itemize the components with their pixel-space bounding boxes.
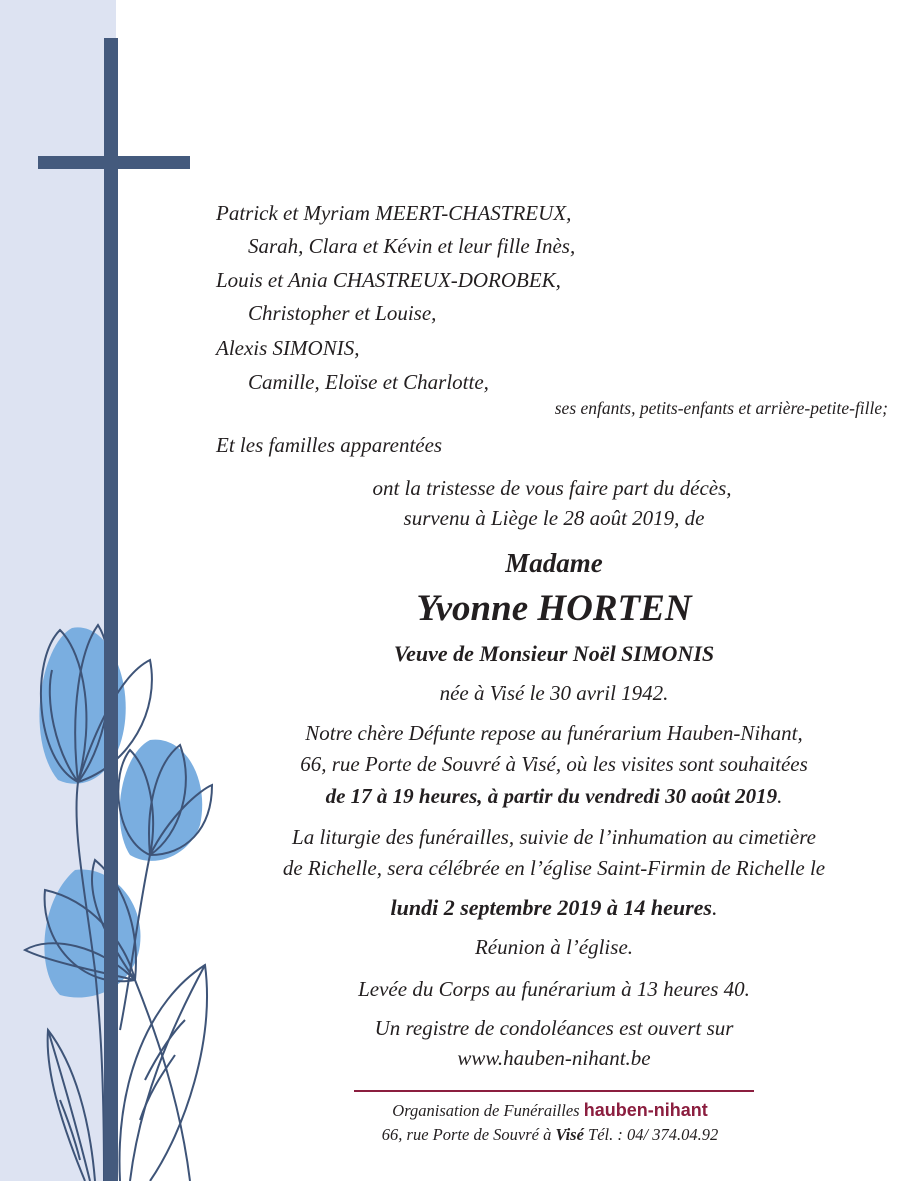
footer-address-text: 66, rue Porte de Souvré à — [381, 1125, 552, 1144]
family-line: Alexis SIMONIS, — [216, 336, 360, 360]
meeting-line: Réunion à l’église. — [474, 935, 634, 959]
deceased-born: née à Visé le 30 avril 1942. — [439, 681, 669, 705]
family-line: Christopher et Louise, — [248, 301, 437, 325]
family-relation: ses enfants, petits-enfants et arrière-petite-fille; — [554, 398, 888, 418]
family-line: Et les familles apparentées — [216, 433, 443, 457]
deceased-title: Madame — [505, 548, 603, 578]
announcement-line: ont la tristesse de vous faire part du décès, — [372, 476, 732, 500]
family-line: Camille, Eloïse et Charlotte, — [248, 370, 489, 394]
registry-url: www.hauben-nihant.be — [457, 1046, 651, 1070]
rest-line: Notre chère Défunte repose au funérarium Hauben-Nihant, — [305, 721, 803, 745]
announcement-line: survenu à Liège le 28 août 2019, de — [403, 506, 705, 530]
family-line: Patrick et Myriam MEERT-CHASTREUX, — [216, 201, 572, 225]
service-date-text: lundi 2 septembre 2019 à 14 heures — [390, 895, 712, 920]
family-line: Louis et Ania CHASTREUX-DOROBEK, — [216, 268, 561, 292]
footer-org-prefix: Organisation de Funérailles — [392, 1101, 580, 1120]
deceased-name: Yvonne HORTEN — [416, 588, 692, 629]
footer-divider — [354, 1090, 754, 1092]
footer-phone: Tél. : 04/ 374.04.92 — [588, 1125, 719, 1144]
footer-city: Visé — [555, 1125, 584, 1144]
visit-hours — [220, 786, 888, 807]
cross-vertical — [104, 38, 118, 1181]
rest-line: 66, rue Porte de Souvré à Visé, où les visites sont souhaitées — [300, 752, 808, 776]
deceased-widow: Veuve de Monsieur Noël SIMONIS — [393, 641, 715, 666]
family-line: Sarah, Clara et Kévin et leur fille Inès, — [248, 234, 576, 258]
liturgy-line: de Richelle, sera célébrée en l’église Saint-Firmin de Richelle le — [282, 856, 826, 880]
leaf-vein — [48, 1030, 90, 1181]
registry-line: Un registre de condoléances est ouvert sur — [374, 1016, 734, 1040]
visit-hours-period: . — [777, 784, 783, 808]
footer-organisation — [340, 1101, 760, 1120]
footer-address — [340, 1127, 760, 1144]
levee-line: Levée du Corps au funérarium à 13 heures 40. — [358, 977, 750, 1001]
visit-hours-text: de 17 à 19 heures, à partir du vendredi 30 août 2019 — [325, 784, 778, 808]
leaf-vein — [140, 1055, 175, 1120]
service-date-period: . — [711, 895, 718, 920]
liturgy-line: La liturgie des funérailles, suivie de l’inhumation au cimetière — [292, 825, 816, 849]
footer-brand: hauben-nihant — [583, 1100, 708, 1120]
cross-horizontal — [38, 156, 190, 169]
service-date — [220, 897, 888, 919]
